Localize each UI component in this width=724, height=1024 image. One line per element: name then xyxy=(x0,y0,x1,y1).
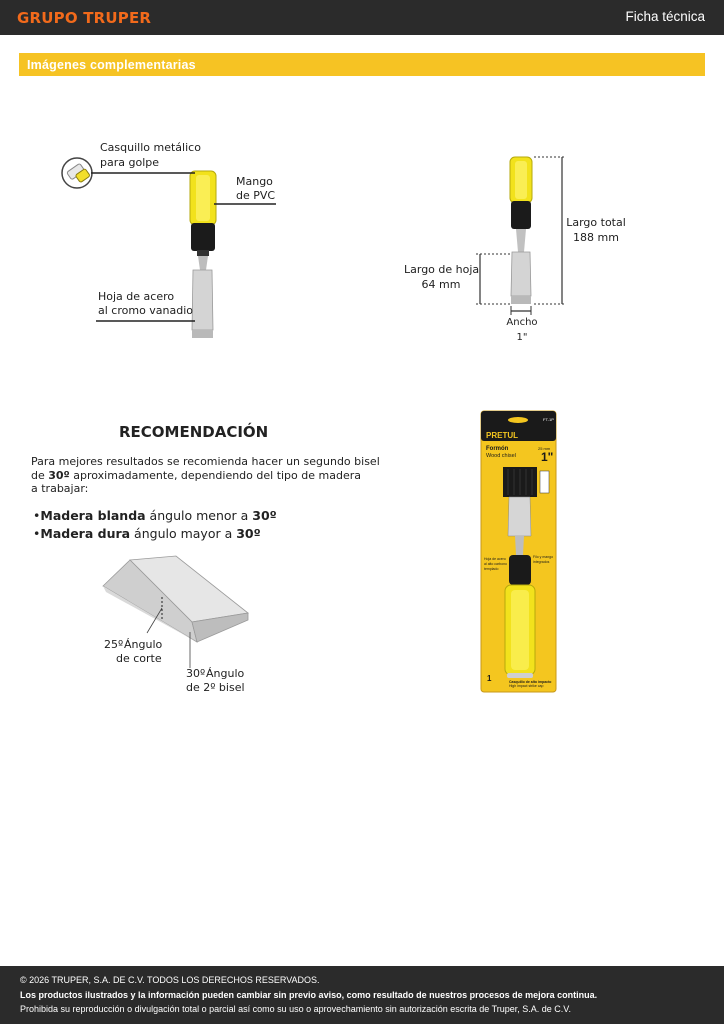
width-value: 1" xyxy=(516,332,528,343)
recommendation-line3: a trabajar: xyxy=(31,482,89,495)
package-size-in: 1" xyxy=(541,450,554,464)
angle1-label-b: de corte xyxy=(116,652,162,665)
page-footer xyxy=(0,966,724,1024)
document-type-label: Ficha técnica xyxy=(625,9,705,24)
section-title: Imágenes complementarias xyxy=(27,58,196,72)
line2-prefix: de xyxy=(31,468,49,482)
package-qty: 1 xyxy=(487,674,492,683)
blade-label-line1: Hoja de acero xyxy=(98,290,175,303)
item-angle: 30º xyxy=(236,526,261,541)
package-brand: PRETUL xyxy=(486,431,518,440)
package-code: FT-1P xyxy=(543,417,554,422)
package-left-note-1: Hoja de acero xyxy=(484,557,506,561)
footer-copyright: © 2026 TRUPER, S.A. DE C.V. TODOS LOS DERECHOS RESERVADOS. xyxy=(20,975,320,985)
footer-notice: Los productos ilustrados y la información pueden cambiar sin previo aviso, como resultado de nuestros procesos de mejora continua. xyxy=(20,990,598,1000)
package-name-en: Wood chisel xyxy=(486,453,516,459)
package-bottom-note-2: High impact strike cap xyxy=(509,684,544,688)
brand-logo: GRUPO TRUPER xyxy=(17,9,152,27)
angle2-label-a: Ángulo xyxy=(206,667,245,680)
item-wood-type: Madera blanda xyxy=(40,508,146,523)
blade-length-label: Largo de hoja xyxy=(404,263,480,276)
handle-label-line2: de PVC xyxy=(236,189,276,202)
item-text: ángulo menor a xyxy=(145,508,253,523)
package-name-es: Formón xyxy=(486,446,509,452)
package-right-note-1: Filo y mango xyxy=(533,555,554,559)
total-length-label: Largo total xyxy=(566,216,626,229)
cap-label-line2: para golpe xyxy=(100,156,160,169)
handle-label-line1: Mango xyxy=(236,175,273,188)
line2-suffix: aproximadamente, dependiendo del tipo de madera xyxy=(69,468,361,482)
angle1-value: 25º xyxy=(104,638,124,651)
package-size-mm: 25 mm xyxy=(538,446,551,451)
total-length-value: 188 mm xyxy=(573,231,619,244)
angle2-value: 30º xyxy=(186,667,206,680)
item-angle: 30º xyxy=(252,508,277,523)
package-bottom-note-1: Casquillo de alto impacto xyxy=(509,680,552,684)
recommendation-line1: Para mejores resultados se recomienda hacer un segundo bisel xyxy=(31,455,380,468)
angle2-label-b: de 2º bisel xyxy=(186,681,245,694)
blade-length-value: 64 mm xyxy=(421,278,461,291)
package-left-note-2: al alto carbono xyxy=(484,562,507,566)
recommendation-item-hardwood: •Madera dura ángulo mayor a 30º xyxy=(33,526,261,541)
angle1-label-a: Ángulo xyxy=(124,638,163,651)
cap-label-line1: Casquillo metálico xyxy=(100,141,201,154)
package-right-note-2: integrados xyxy=(533,560,550,564)
recommendation-title: RECOMENDACIÓN xyxy=(119,423,269,441)
recommendation-item-softwood: •Madera blanda ángulo menor a 30º xyxy=(33,508,277,523)
item-text: ángulo mayor a xyxy=(130,526,237,541)
width-label: Ancho xyxy=(506,317,538,328)
footer-legal: Prohibida su reproducción o divulgación total o parcial así como su uso o aprovechamiento sin autorización escrita de Truper, S.A. de C.V. xyxy=(20,1004,571,1014)
item-wood-type: Madera dura xyxy=(40,526,131,541)
line2-angle: 30º xyxy=(48,468,70,482)
blade-label-line2: al cromo vanadio xyxy=(98,304,194,317)
package-left-note-3: templado xyxy=(484,567,499,571)
